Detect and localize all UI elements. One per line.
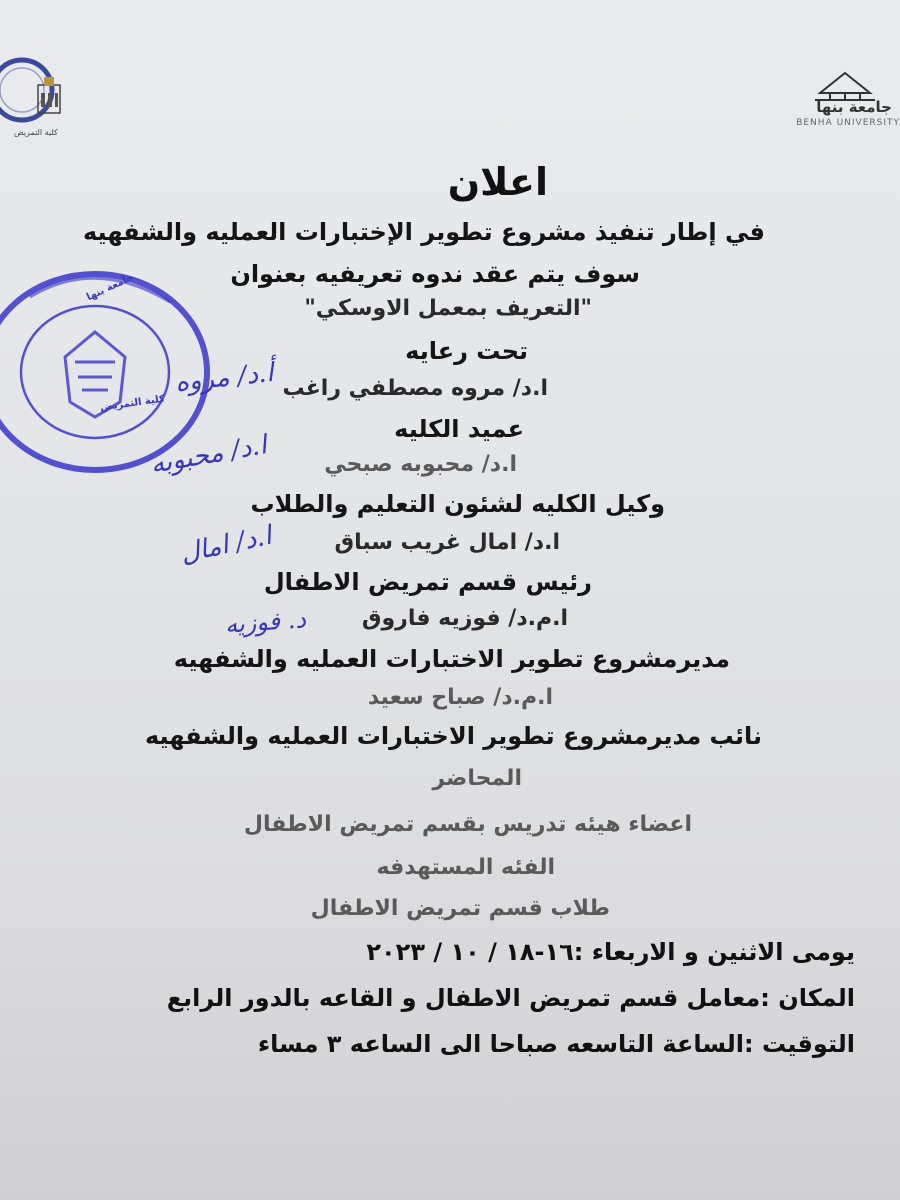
intro-line-1: في إطار تنفيذ مشروع تطوير الإختبارات العمليه والشفهيه: [82, 218, 765, 246]
project-manager-title: مديرمشروع تطوير الاختبارات العمليه والشفهيه: [173, 645, 730, 673]
seminar-topic: "التعريف بمعمل الاوسكي": [304, 296, 592, 321]
signature-project-manager: د. فوزيه: [224, 605, 307, 639]
vice-dean-name: ا.د/ محبوبه صبحي: [324, 452, 517, 477]
faculty-logo-caption: كلية التمريض: [14, 128, 58, 137]
audience-label: الفئه المستهدفه: [376, 855, 555, 880]
signature-vice-dean: ا.د/ محبوبه: [148, 430, 269, 480]
date-line: يومى الاثنين و الاربعاء :١٦-١٨ / ١٠ / ٢٠٢٣: [366, 938, 855, 966]
signature-dean: أ.د/ مروه: [173, 357, 275, 399]
dean-title: عميد الكليه: [394, 415, 524, 443]
dean-name: ا.د/ مروه مصطفي راغب: [282, 376, 548, 401]
stamp-top-text: جامعة بنها: [85, 271, 136, 304]
stamp-bottom-text: كلية التمريض: [99, 393, 166, 414]
vice-dean-title: وكيل الكليه لشئون التعليم والطلاب: [250, 490, 665, 518]
signature-dept-head: ا.د/ امال: [177, 520, 275, 570]
intro-line-2: سوف يتم عقد ندوه تعريفيه بعنوان: [230, 260, 640, 288]
place-line: المكان :معامل قسم تمريض الاطفال و القاعه بالدور الرابع: [166, 984, 855, 1012]
patronage-label: تحت رعايه: [405, 337, 528, 365]
time-line: التوقيت :الساعة التاسعه صباحا الى الساعه ٣ مساء: [257, 1030, 855, 1058]
lecturer-label: المحاضر: [432, 766, 522, 791]
deputy-manager-name: ا.م.د/ صباح سعيد: [367, 685, 553, 710]
dept-head-title: رئيس قسم تمريض الاطفال: [263, 568, 592, 596]
announcement-title: اعلان: [447, 160, 548, 204]
dept-head-name: ا.د/ امال غريب سباق: [334, 530, 560, 555]
deputy-manager-title: نائب مديرمشروع تطوير الاختبارات العمليه والشفهيه: [144, 722, 762, 750]
project-manager-name: ا.م.د/ فوزيه فاروق: [361, 606, 568, 631]
lecturer-value: اعضاء هيئه تدريس بقسم تمريض الاطفال: [243, 812, 692, 837]
university-name-ar: جامعة بنها: [816, 98, 892, 116]
audience-value: طلاب قسم تمريض الاطفال: [310, 896, 610, 921]
university-name-en: BENHA UNIVERSITY: [796, 118, 900, 128]
